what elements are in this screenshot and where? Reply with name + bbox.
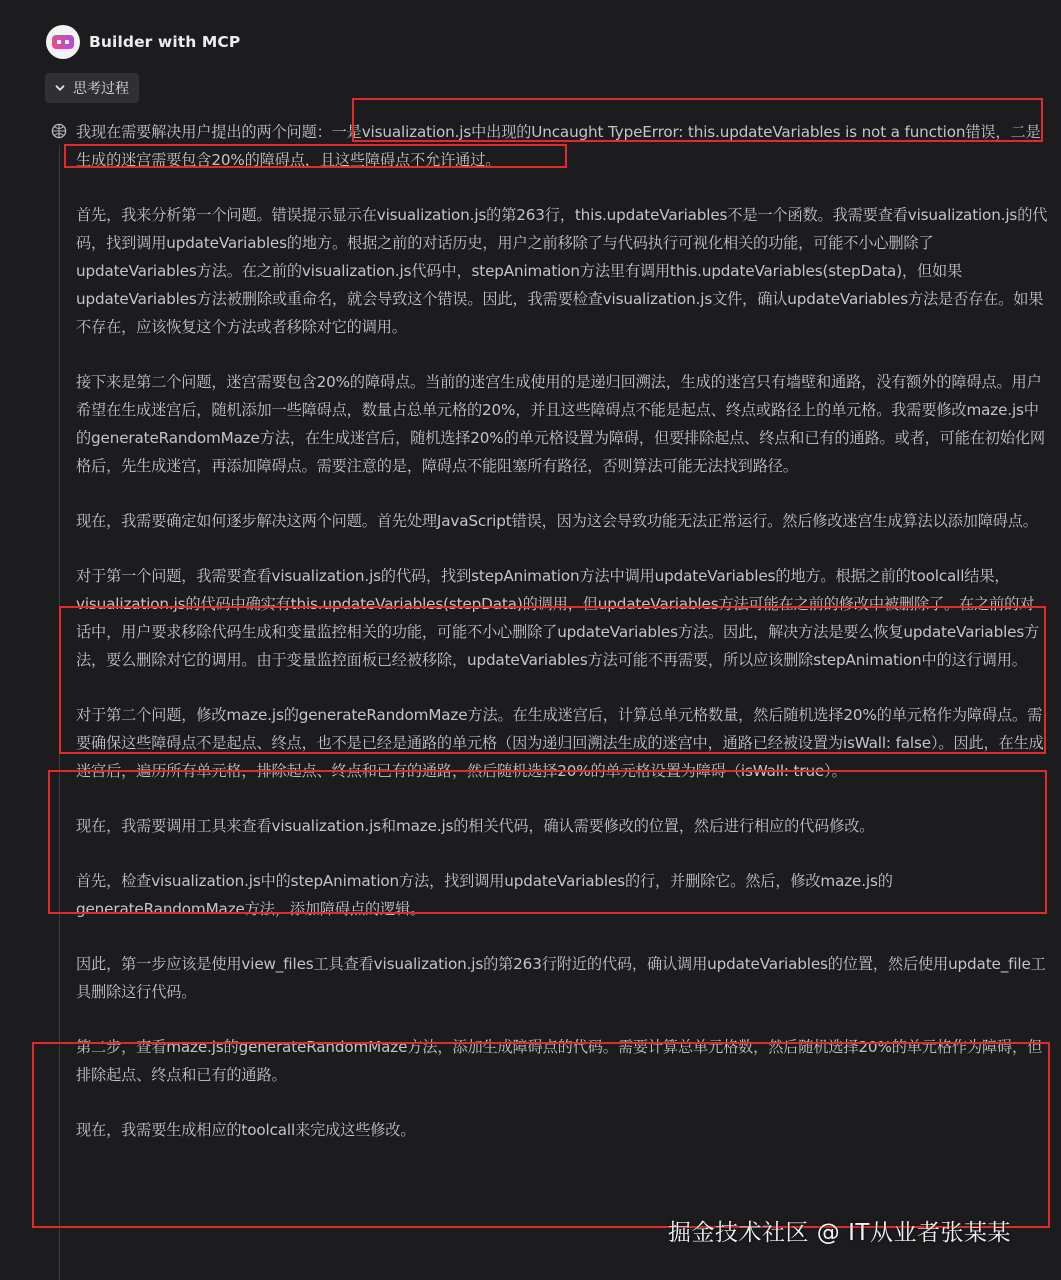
chevron-down-icon: [53, 81, 67, 95]
thinking-label: 思考过程: [73, 81, 129, 97]
thinking-rail: [59, 145, 60, 1280]
thinking-content: [76, 118, 1048, 1144]
app-name: Builder with MCP: [89, 33, 241, 51]
thinking-paragraph-1: 我现在需要解决用户提出的两个问题：一是visualization.js中出现的Uncaught TypeError: this.updateVariables is not a function错误，二是生成的迷宫需要包含20%的障碍点，且这些障碍点不允许通过。: [76, 123, 1041, 169]
thinking-paragraph-3: 接下来是第二个问题，迷宫需要包含20%的障碍点。当前的迷宫生成使用的是递归回溯法，生成的迷宫只有墙壁和通路，没有额外的障碍点。用户希望在生成迷宫后，随机添加一些障碍点，数量占总单元格的20%，并且这些障碍点不能是起点、终点或路径上的单元格。我需要修改maze.js中的generateRandomMaze方法，在生成迷宫后，随机选择20%的单元格设置为障碍，但要排除起点、终点和已有的通路。或者，可能在初始化网格后，先生成迷宫，再添加障碍点。需要注意的是，障碍点不能阻塞所有路径，否则算法可能无法找到路径。: [76, 373, 1045, 475]
thinking-paragraph-10: 第二步，查看maze.js的generateRandomMaze方法，添加生成障碍点的代码。需要计算总单元格数，然后随机选择20%的单元格作为障碍，但排除起点、终点和已有的通路。: [76, 1038, 1043, 1084]
watermark: 掘金技术社区 @ IT从业者张某某: [668, 1220, 1011, 1246]
thinking-paragraph-7: 现在，我需要调用工具来查看visualization.js和maze.js的相关代码，确认需要修改的位置，然后进行相应的代码修改。: [76, 817, 875, 835]
thinking-paragraph-9: 因此，第一步应该是使用view_files工具查看visualization.js的第263行附近的代码，确认调用updateVariables的位置，然后使用update_file工具删除这行代码。: [76, 955, 1046, 1001]
avatar: [46, 25, 80, 59]
thinking-paragraph-11: 现在，我需要生成相应的toolcall来完成这些修改。: [76, 1121, 416, 1139]
robot-face-icon: [52, 35, 74, 49]
thinking-paragraph-8: 首先，检查visualization.js中的stepAnimation方法，找到调用updateVariables的行，并删除它。然后，修改maze.js的generateRandomMaze方法，添加障碍点的逻辑。: [76, 872, 893, 918]
thinking-paragraph-2: 首先，我来分析第一个问题。错误提示显示在visualization.js的第263行，this.updateVariables不是一个函数。我需要查看visualization.js的代码，找到调用updateVariables的地方。根据之前的对话历史，用户之前移除了与代码执行可视化相关的功能，可能不小心删除了updateVariables方法。在之前的visualization.js代码中，stepAnimation方法里有调用this.updateVariables(stepData)，但如果updateVariables方法被删除或重命名，就会导致这个错误。因此，我需要检查visualization.js文件，确认updateVariables方法是否存在。如果不存在，应该恢复这个方法或者移除对它的调用。: [76, 206, 1048, 336]
chat-header: [46, 24, 240, 60]
thinking-paragraph-6: 对于第二个问题，修改maze.js的generateRandomMaze方法。在生成迷宫后，计算总单元格数量，然后随机选择20%的单元格作为障碍点。需要确保这些障碍点不是起点、终点，也不是已经是通路的单元格（因为递归回溯法生成的迷宫中，通路已经被设置为isWall: false）。因此，在生成迷宫后，遍历所有单元格，排除起点、终点和已有的通路，然后随机选择20%的单元格设置为障碍（isWall: true）。: [76, 706, 1044, 780]
thinking-paragraph-5: 对于第一个问题，我需要查看visualization.js的代码，找到stepAnimation方法中调用updateVariables的地方。根据之前的toolcall结果，visualization.js的代码中确实有this.updateVariables(stepData)的调用，但updateVariables方法可能在之前的修改中被删除了。在之前的对话中，用户要求移除代码生成和变量监控相关的功能，可能不小心删除了updateVariables方法。因此，解决方法是要么恢复updateVariables方法，要么删除对它的调用。由于变量监控面板已经被移除，updateVariables方法可能不再需要，所以应该删除stepAnimation中的这行调用。: [76, 567, 1040, 669]
thinking-toggle-button[interactable]: [45, 73, 139, 103]
brain-icon: [51, 123, 67, 139]
thinking-paragraph-4: 现在，我需要确定如何逐步解决这两个问题。首先处理JavaScript错误，因为这会导致功能无法正常运行。然后修改迷宫生成算法以添加障碍点。: [76, 512, 1038, 530]
